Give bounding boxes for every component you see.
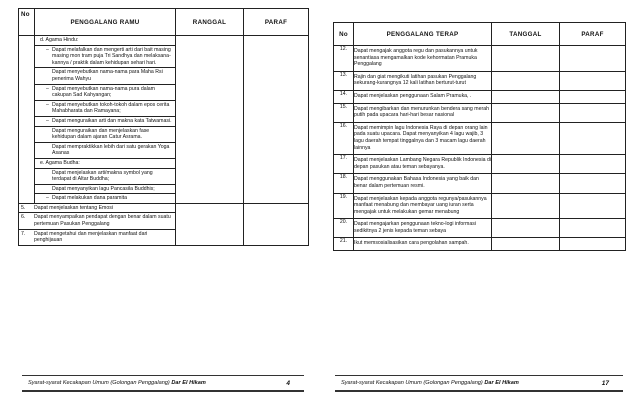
list-item bbox=[35, 117, 175, 127]
requirement-text: Dapat mengibarkan dan menurunkan bendera sang merah putih pada upacara hari-hari besar nasional bbox=[354, 103, 492, 122]
footer-author: Dar El Hikam bbox=[171, 380, 206, 386]
left-header-row bbox=[19, 9, 309, 36]
requirement-text: Ikut memsosialisasikan cara pengolahan sampah. bbox=[354, 238, 492, 251]
date-cell bbox=[176, 36, 244, 204]
left-requirements-table bbox=[18, 8, 309, 246]
date-cell bbox=[492, 46, 560, 72]
bullet-mark bbox=[43, 128, 52, 141]
row-number: 13. bbox=[334, 71, 354, 90]
list-item bbox=[35, 101, 175, 117]
table-row bbox=[334, 122, 626, 154]
date-cell bbox=[492, 193, 560, 219]
item-text: Dapat melafalkan dan mengerti arti dari bait masing masing mon tram puja Tri Sandhya dan melaksana-kannya / praktik dalam kehidupan sehari hari. bbox=[52, 46, 171, 66]
left-numbered-row bbox=[19, 203, 309, 245]
row-number bbox=[19, 36, 35, 204]
date-cell bbox=[492, 90, 560, 103]
religion-items bbox=[35, 36, 176, 204]
numbered-items bbox=[19, 203, 176, 245]
section-heading bbox=[35, 36, 175, 46]
date-cell bbox=[492, 174, 560, 193]
table-row bbox=[334, 103, 626, 122]
requirement-text: Dapat memimpin lagu Indonesia Raya di depan orang lain pada suatu upacara. Dapat menyanyikan 4 lagu wajib, 3 lagu daerah tempat tinggalnya dan 3 macam lagu daerah lainnya bbox=[354, 122, 492, 154]
section-heading-text: e. Agama Budha: bbox=[40, 159, 80, 166]
list-item bbox=[35, 46, 175, 69]
table-row bbox=[334, 155, 626, 174]
bullet-mark: – bbox=[46, 117, 49, 124]
row-number: 18. bbox=[334, 174, 354, 193]
signature-cell bbox=[244, 36, 309, 204]
item-number: 6. bbox=[21, 214, 26, 221]
requirement-text: Dapat menjelaskan Lambang Negara Republik Indonesia di depan pasukan atau teman sebayanya. bbox=[354, 155, 492, 174]
bullet-mark: – bbox=[46, 195, 49, 202]
signature-cell bbox=[560, 155, 626, 174]
date-cell bbox=[492, 71, 560, 90]
item-number: 7. bbox=[21, 230, 26, 237]
requirement-text: Dapat mengajak anggota regu dan pasukannya untuk senantiasa mengamalkan kode kehormatan Pramuka Penggalang bbox=[354, 46, 492, 72]
requirement-text: Rajin dan giat mengikuti latihan pasukan Penggalang sekurang-kurangnya 12 kali latihan berturut-turut bbox=[354, 71, 492, 90]
item-text: Dapat menyebutkan nama-nama para Maha Rsi penerima Wahyu bbox=[52, 69, 163, 82]
page-number: 4 bbox=[286, 379, 290, 387]
left-footer bbox=[22, 375, 304, 392]
numbered-item bbox=[19, 213, 175, 229]
signature-cell bbox=[560, 122, 626, 154]
numbered-item bbox=[19, 230, 175, 245]
footer-title: Syarat-syarat Kecakapan Umum (Golongan Penggalang) bbox=[28, 380, 170, 386]
bullet-mark bbox=[43, 69, 52, 82]
row-number: 19. bbox=[334, 193, 354, 219]
row-number: 16. bbox=[334, 122, 354, 154]
header-paraf: PARAF bbox=[244, 9, 309, 36]
requirement-text: Dapat mengajarkan penggunaan tekno-logi informasi sedikitnya 2 jenis kepada teman sebaya bbox=[354, 219, 492, 238]
right-header-row bbox=[334, 23, 626, 46]
right-page bbox=[319, 0, 638, 416]
bullet-mark bbox=[43, 170, 52, 183]
footer-title: Syarat-syarat Kecakapan Umum (Golongan Penggalang) bbox=[341, 380, 483, 386]
header-no: No bbox=[334, 23, 354, 46]
page-number: 17 bbox=[601, 379, 609, 387]
item-text: Dapat mempraktikkan lebih dari satu gerakan Yoga Asanas bbox=[52, 143, 170, 157]
header-no: No bbox=[19, 9, 35, 36]
left-religion-row bbox=[19, 36, 309, 204]
list-item bbox=[35, 143, 175, 159]
signature-cell bbox=[560, 46, 626, 72]
signature-cell bbox=[560, 238, 626, 251]
section-heading bbox=[35, 159, 175, 169]
bullet-mark: – bbox=[46, 85, 49, 92]
item-text: Dapat menguraikan arti dan makna kata Tatwamasi. bbox=[52, 117, 172, 124]
row-number: 14. bbox=[334, 90, 354, 103]
item-text: Dapat menjelaskan tentang Emosi bbox=[34, 204, 114, 211]
date-cell bbox=[492, 103, 560, 122]
item-text: Dapat menyebutkan tokoh-tokoh dalam epos cerita Mahabharata dan Ramayana; bbox=[52, 101, 170, 115]
item-text: Dapat mengetahui dan menjelaskan manfaat dari penghijauan bbox=[34, 230, 148, 244]
section-heading-text: d. Agama Hindu: bbox=[40, 37, 79, 43]
footer-author: Dar El Hikam bbox=[484, 380, 519, 386]
bullet-mark bbox=[43, 186, 52, 193]
item-text: Dapat menguraikan dan menjelaskan fase kehidupan dalam ajaran Catur Asrama. bbox=[52, 127, 150, 141]
table-row bbox=[334, 71, 626, 90]
row-number: 20. bbox=[334, 219, 354, 238]
table-row bbox=[334, 238, 626, 251]
header-paraf: PARAF bbox=[560, 23, 626, 46]
requirement-text: Dapat menjelaskan penggunaan Salam Pramuka, . bbox=[354, 90, 492, 103]
date-cell bbox=[492, 219, 560, 238]
bullet-mark bbox=[43, 144, 52, 157]
numbered-item bbox=[19, 204, 175, 214]
date-cell bbox=[492, 238, 560, 251]
table-row bbox=[334, 90, 626, 103]
list-item bbox=[35, 194, 175, 203]
signature-cell bbox=[560, 219, 626, 238]
signature-cell bbox=[560, 103, 626, 122]
header-tanggal: TANGGAL bbox=[492, 23, 560, 46]
item-text: Dapat menyampaikan pendapat dengan benar dalam suatu pertemuan Pasukan Penggalang bbox=[34, 214, 171, 228]
table-row bbox=[334, 219, 626, 238]
right-footer bbox=[335, 375, 623, 392]
bullet-mark: – bbox=[46, 46, 49, 53]
item-text: Dapat melakukan dana paramita bbox=[52, 195, 127, 202]
table-row bbox=[334, 193, 626, 219]
item-text: Dapat menyebutkan nama-nama pura dalam cakupan Sad Kahyangan; bbox=[52, 85, 155, 99]
item-text: Dapat menjelaskan arti/makna symbol yang terdapat di Altar Buddha; bbox=[52, 169, 153, 183]
date-cell bbox=[176, 203, 244, 245]
row-number: 17. bbox=[334, 155, 354, 174]
signature-cell bbox=[560, 71, 626, 90]
row-number: 15. bbox=[334, 103, 354, 122]
list-item bbox=[35, 185, 175, 195]
signature-cell bbox=[560, 193, 626, 219]
row-number: 12. bbox=[334, 46, 354, 72]
list-item bbox=[35, 127, 175, 143]
list-item bbox=[35, 85, 175, 101]
table-row bbox=[334, 46, 626, 72]
header-penggalang-terap: PENGGALANG TERAP bbox=[354, 23, 492, 46]
requirement-text: Dapat menjelaskan kepada anggota regunya/pasukannya manfaat menabung dan membayar uang iuran serta mengajak untuk melakukan gemar menabung bbox=[354, 193, 492, 219]
signature-cell bbox=[560, 90, 626, 103]
right-requirements-table bbox=[333, 22, 626, 251]
list-item bbox=[35, 169, 175, 185]
row-number: 21. bbox=[334, 238, 354, 251]
header-tanggal: RANGGAL bbox=[176, 9, 244, 36]
item-number: 5. bbox=[21, 204, 26, 211]
signature-cell bbox=[560, 174, 626, 193]
date-cell bbox=[492, 155, 560, 174]
item-text: Dapat menyanyikan lagu Pancasila Buddhis; bbox=[52, 185, 155, 192]
requirement-text: Dapat menggunakan Bahasa Indonesia yang baik dan benar dalam pertemuan resmi. bbox=[354, 174, 492, 193]
list-item bbox=[35, 68, 175, 84]
header-penggalang-ramu: PENGGALANG RAMU bbox=[35, 9, 176, 36]
table-row bbox=[334, 174, 626, 193]
signature-cell bbox=[244, 203, 309, 245]
bullet-mark: – bbox=[46, 101, 49, 108]
date-cell bbox=[492, 122, 560, 154]
